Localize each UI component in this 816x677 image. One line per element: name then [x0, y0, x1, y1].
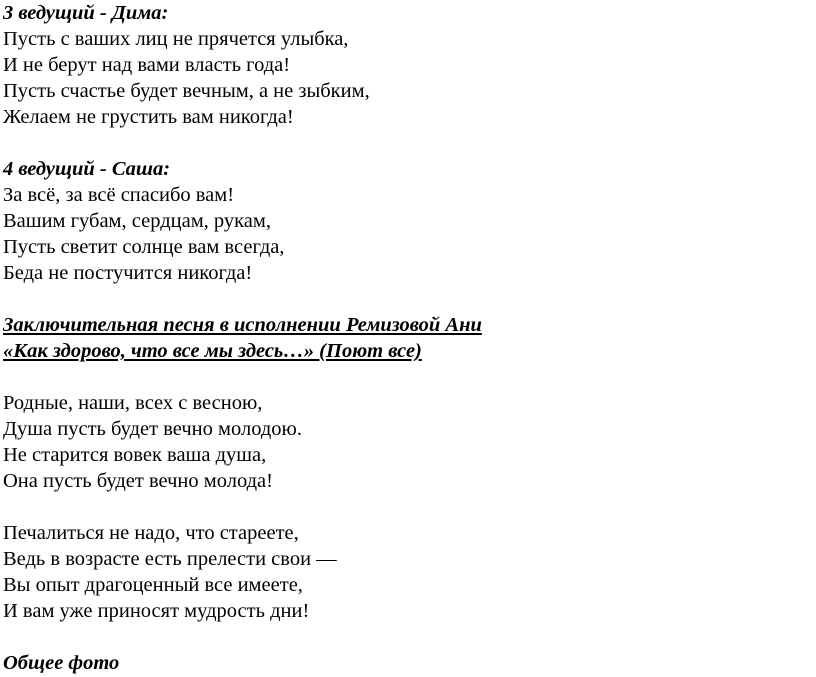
verse-line: Беда не постучится никогда! — [3, 262, 253, 284]
blank-line — [3, 624, 803, 650]
blank-line — [3, 130, 803, 156]
song-verse-line: Душа пусть будет вечно молодою. — [3, 418, 302, 440]
song-verse-line: Не старится вовек ваша душа, — [3, 444, 267, 466]
verse-line: За всё, за всё спасибо вам! — [3, 184, 235, 206]
blank-line — [3, 364, 803, 390]
song-verse-line: Она пусть будет вечно молода! — [3, 470, 273, 492]
verse-line: Пусть с ваших лиц не прячется улыбка, — [3, 28, 349, 50]
verse-line: И не берут над вами власть года! — [3, 54, 291, 76]
closing-heading: Общее фото — [3, 652, 120, 674]
blank-line — [3, 494, 803, 520]
verse-line: Вашим губам, сердцам, рукам, — [3, 210, 271, 232]
song-heading-line-1: Заключительная песня в исполнении Ремизовой Ани — [3, 314, 482, 336]
song-heading-line-2: «Как здорово, что все мы здесь…» (Поют все) — [3, 340, 422, 362]
song-verse-line: Печалиться не надо, что стареете, — [3, 522, 299, 544]
section-heading-host-3: 3 ведущий - Дима: — [3, 2, 169, 24]
verse-line: Пусть светит солнце вам всегда, — [3, 236, 285, 258]
verse-line: Желаем не грустить вам никогда! — [3, 106, 294, 128]
song-verse-line: Ведь в возрасте есть прелести свои — — [3, 548, 337, 570]
verse-line: Пусть счастье будет вечным, а не зыбким, — [3, 80, 370, 102]
song-verse-line: Вы опыт драгоценный все имеете, — [3, 574, 303, 596]
song-verse-line: И вам уже приносят мудрость дни! — [3, 600, 310, 622]
song-verse-line: Родные, наши, всех с весною, — [3, 392, 263, 414]
document-page — [3, 0, 803, 676]
blank-line — [3, 286, 803, 312]
section-heading-host-4: 4 ведущий - Саша: — [3, 158, 171, 180]
